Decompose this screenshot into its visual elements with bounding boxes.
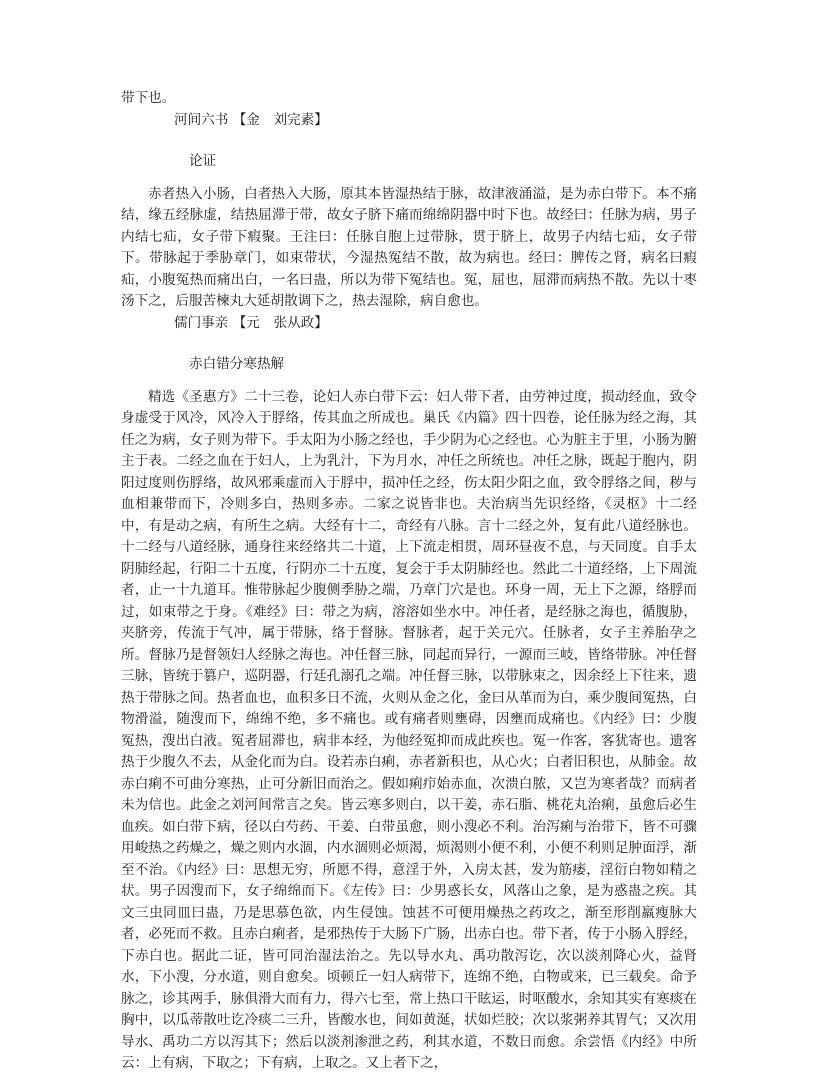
lead-text: 带下也。	[121, 90, 176, 106]
section-body-chibai: 精选《圣惠方》二十三卷，论妇人赤白带下云：妇人带下者，由劳神过度，损动经血，致令身虚受于风冷，风冷入于脬络，传其血之所成也。巢氏《内篇》四十四卷，论任脉为经之海，其任之为病，女子则为带下。手太阳为小肠之经也，手少阴为心之经也。心为脏主于里，小肠为腑主于表。二经之血在于妇人，上为乳汁，下为月水，冲任之所统也。冲任之脉，既起于胞内，阴阳过度则伤脬络，故风邪乘虚而入于脬中，损冲任之经，伤太阳少阳之血，致令脬络之间，秽与血相兼带而下，冷则多白，热则多赤。二家之说皆非也。夫治病当先识经络，《灵枢》十二经中，有是动之病，有所生之病。大经有十二，奇经有八脉。言十二经之外，复有此八道经脉也。十二经与八道经脉，通身往来经络共二十道，上下流走相贯，周环昼夜不息，与天同度。自手太阴肺经起，行阳二十五度，行阴亦二十五度，复会于手太阴肺经也。然此二十道经络，上下周流者，止一十九道耳。惟带脉起少腹侧季胁之端，乃章门穴是也。环身一周，无上下之源，络脬而过，如束带之于身。《难经》曰：带之为病，溶溶如坐水中。冲任者，是经脉之海也，循腹胁，夹脐旁，传流于气冲，属于带脉，络于督脉。督脉者，起于关元穴。任脉者，女子主养胎孕之所。督脉乃是督领妇人经脉之海也。冲任督三脉，同起而异行，一源而三岐，皆络带脉。冲任督三脉，皆统于篡户，巡阴器，行廷孔溺孔之端。冲任督三脉，以带脉束之，因余经上下往来，遗热于带脉之间。热者血也，血积多日不流，火则从金之化，金曰从革而为白，乘少腹间冤热，白物滑溢，随溲而下，绵绵不绝，多不痛也。或有痛者则壅碍，因壅而成痛也。《内经》曰：少腹冤热，溲出白液。冤者屈滞也，病非本经，为他经冤抑而成此疾也。冤一作客，客犹寄也。遗客热于少腹久不去，从金化而为白。设若赤白痢，赤者新积也，从心火；白者旧积也，从肺金。故赤白痢不可曲分寒热，止可分新旧而治之。假如痢疖始赤血，次溃白脓，又岂为寒者哉？而病者未为信也。此金之刘河间常言之矣。皆云寒多则白，以干姜，赤石脂、桃花丸治痢，虽愈后必生血疾。如白带下病，径以白芍药、干姜、白带虽愈，则小溲必不利。治泻痢与治带下，皆不可骤用峻热之药燥之，燥之则内水涸，内水涸则必烦渴，烦渴则小便不利，小便不利则足肿面浮，渐至不治。《内经》曰：思想无穷，所愿不得，意淫于外，入房太甚，发为筋痿，淫衍白物如精之状。男子因溲而下，女子绵绵而下。《左传》曰：少男惑长女，风落山之象，是为惑蛊之疾。其文三虫同皿曰蛊，乃是思慕色欲，内生侵蚀。蚀甚不可便用燥热之药攻之，渐至形削羸瘦脉大者，必死而不救。且赤白痢者，是邪热传于大肠下广肠，出赤白也。带下者，传于小肠入脬经，下赤白也。据此二证，皆可同治湿法治之。先以导水丸、禹功散泻讫，次以淡剂降心火，益肾水，下小溲，分水道，则自愈矣。顷顿丘一妇人病带下，连绵不绝，白物或来，已三载矣。命予脉之，诊其两手，脉俱滑大而有力，得六七至，常上热口干眩运，时呕酸水，余知其实有寒痰在胸中，以瓜蒂散吐讫冷痰二三升，皆酸水也，间如黄涎，状如烂胶；次以浆粥养其胃气；又次用导水、禹功二方以泻其下；然后以淡剂渗泄之药，利其水道，不数日而愈。余尝悟《内经》中所云：上有病，下取之；下有病，上取之。又上者下之，	[121, 388, 697, 1071]
section-heading-chibai: 赤白错分寒热解	[189, 356, 285, 372]
section-heading-lunzheng: 论证	[189, 153, 217, 169]
source-line-liuwansu: 河间六书 【金 刘完素】	[174, 111, 328, 128]
source-line-zhangcongzheng: 儒门事亲 【元 张从政】	[174, 314, 328, 331]
document-page	[121, 88, 697, 1075]
section-body-lunzheng: 赤者热入小肠，白者热入大肠，原其本皆湿热结于脉，故津液涌溢，是为赤白带下。本不痛结，缘五经脉虚，结热屈滞于带，故女子脐下痛而绵绵阴器中时下也。故经曰：任脉为病，男子内结七疝，女子带下瘕聚。王注曰：任脉自胞上过带脉，贯于脐上，故男子内结七疝，女子带下。带脉起于季胁章门，如束带状，今湿热冤结不散，故为病也。经曰：脾传之肾，病名曰瘕疝，小腹冤热而痛出白，一名曰蛊，所以为带下冤结也。冤，屈也，屈滞而病热不散。先以十枣汤下之，后服苦楝丸大延胡散调下之，热去湿除，病自愈也。	[121, 185, 697, 309]
